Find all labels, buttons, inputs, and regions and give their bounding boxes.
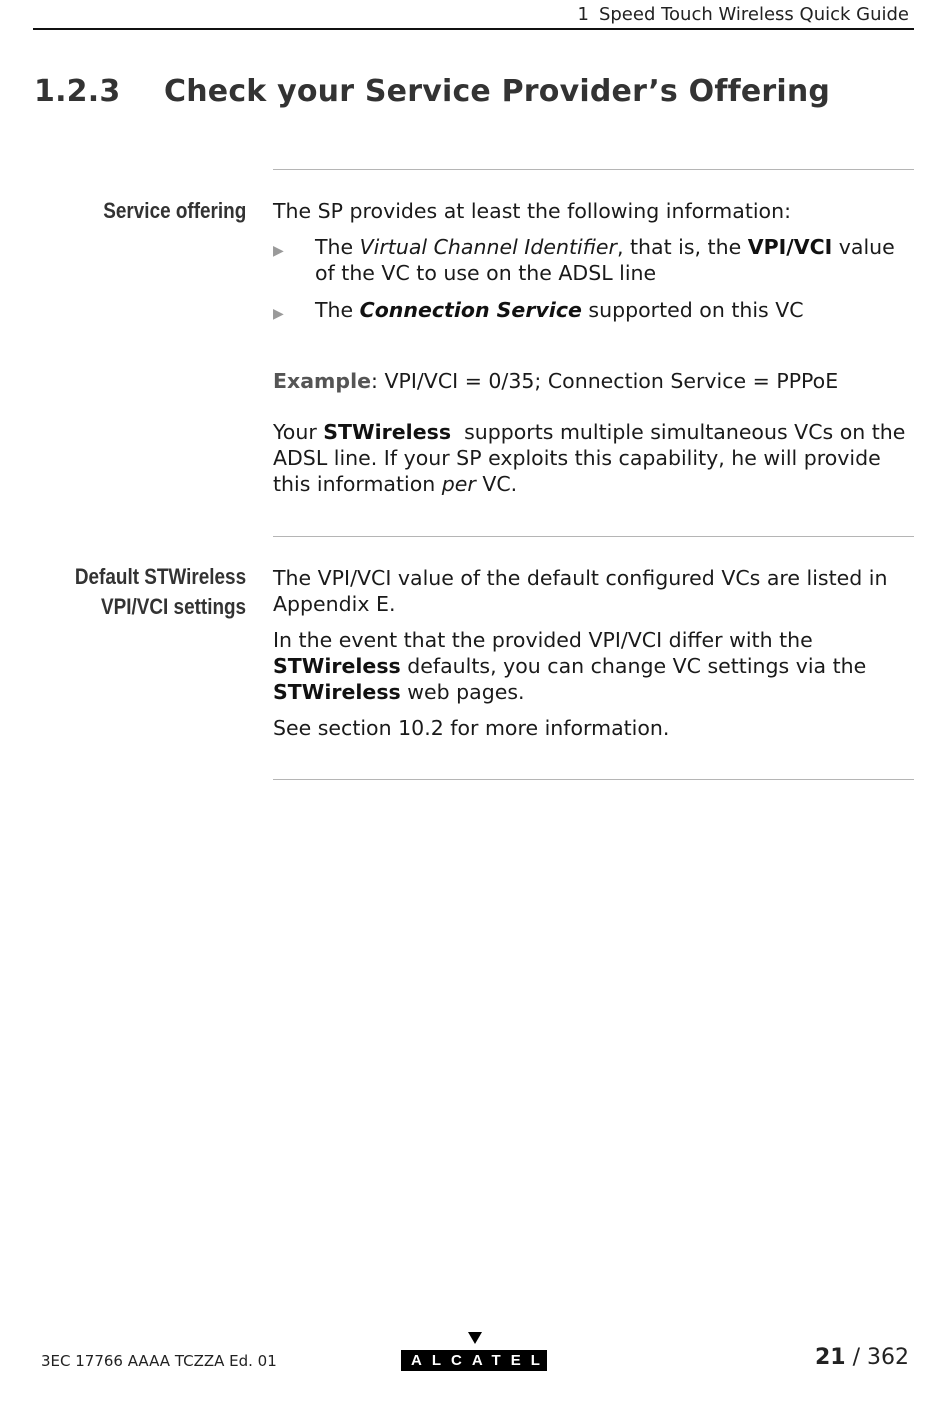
bullet-text: supported on this VC	[581, 298, 804, 322]
paragraph-text: supports multiple simultaneous VCs on the ADSL line. If your SP exploits this capability, he will provide this information	[273, 420, 912, 496]
page-separator: /	[845, 1345, 867, 1370]
alcatel-logo	[401, 1332, 550, 1372]
section-title-text: Check your Service Provider’s Offering	[164, 74, 831, 109]
document-reference: 3EC 17766 AAAA TCZZA Ed. 01	[41, 1352, 277, 1370]
service-offering-label: Service offering	[102, 198, 246, 223]
product-name: STWireless	[273, 680, 401, 704]
default-settings-label-line1: Default STWireless	[74, 564, 246, 589]
page-number	[815, 1345, 909, 1370]
bullet-arrow-icon: ▶	[273, 306, 284, 322]
section-number: 1.2.3	[34, 74, 121, 109]
default-settings-body	[273, 565, 918, 741]
example-label: Example	[273, 369, 372, 393]
logo-text: ALCATEL	[401, 1350, 547, 1371]
bullet-item-connection-service	[273, 297, 918, 323]
bullet-text: The	[315, 298, 360, 322]
appendix-paragraph: The VPI/VCI value of the default configured VCs are listed in Appendix E.	[273, 566, 888, 616]
change-settings-paragraph	[273, 627, 918, 705]
term-vpi-vci: VPI/VCI	[747, 235, 833, 259]
product-name: STWireless	[273, 654, 401, 678]
chapter-title: Speed Touch Wireless Quick Guide	[598, 4, 909, 25]
header-rule	[33, 28, 914, 30]
divider-rule	[273, 536, 914, 537]
example-text: : VPI/VCI = 0/35; Connection Service = PPPoE	[371, 369, 839, 393]
paragraph-text: Your	[273, 420, 324, 444]
page-current: 21	[814, 1345, 846, 1370]
page-total: 362	[867, 1345, 909, 1370]
bullet-text: , that is, the	[616, 235, 748, 259]
logo-triangle-icon	[468, 1332, 482, 1344]
per-word: per	[441, 472, 476, 496]
service-offering-body	[273, 198, 918, 497]
paragraph-text: defaults, you can change VC settings via the	[400, 654, 867, 678]
example-paragraph	[273, 368, 918, 394]
intro-paragraph: The SP provides at least the following information:	[273, 199, 791, 223]
running-header	[578, 4, 910, 25]
bullet-arrow-icon: ▶	[273, 243, 284, 259]
default-settings-label	[75, 562, 246, 622]
bullet-item-vpi-vci	[273, 234, 918, 286]
product-name: STWireless	[323, 420, 452, 444]
divider-rule	[273, 169, 914, 170]
divider-rule	[273, 779, 914, 780]
default-settings-label-line2: VPI/VCI settings	[100, 594, 246, 619]
term-connection-service: Connection Service	[359, 298, 582, 322]
bullet-text: value of the VC to use on the ADSL line	[315, 235, 895, 285]
paragraph-text: VC.	[475, 472, 518, 496]
bullet-text: The	[315, 235, 360, 259]
paragraph-text: web pages.	[400, 680, 525, 704]
see-section-paragraph: See section 10.2 for more information.	[273, 716, 670, 740]
paragraph-text: In the event that the provided VPI/VCI differ with the	[273, 628, 826, 652]
chapter-number: 1	[577, 4, 589, 25]
multi-vc-paragraph	[273, 419, 918, 497]
section-title	[34, 74, 830, 109]
term-virtual-channel-identifier: Virtual Channel Identifier	[359, 235, 617, 259]
